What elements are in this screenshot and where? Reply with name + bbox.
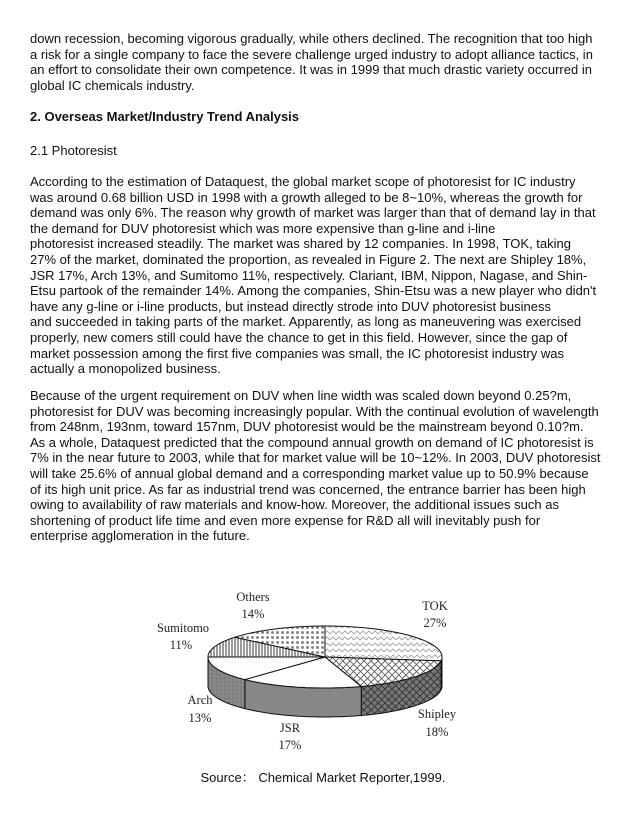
label-sumitomo: Sumitomo (156, 621, 210, 635)
intro-paragraph (30, 31, 593, 93)
text-line: a risk for a single company to face the severe challenge urged industry to adopt alliance tactics, in (30, 46, 593, 62)
text-line: actually a monopolized business. (30, 361, 221, 377)
text-line: JSR 17%, Arch 13%, and Sumitomo 11%, respectively. Clariant, IBM, Nippon, Nagase, and Shin- (30, 267, 588, 283)
label-shipley: Shipley (417, 707, 457, 721)
value-arch: 13% (188, 711, 212, 725)
text-line: of its high unit price. As far as industrial trend was concerned, the entrance barrier has been high (30, 481, 586, 497)
text-line: an effort to consolidate their own competence. It was in 1999 that much drastic variety occurred in (30, 62, 592, 78)
duv-paragraph (30, 388, 601, 544)
value-shipley: 18% (425, 725, 449, 739)
text-line: down recession, becoming vigorous gradually, while others declined. The recognition that too high (30, 31, 593, 46)
subsection-heading: 2.1 Photoresist (30, 143, 117, 158)
text-line: photoresist for DUV was becoming increasingly popular. With the continual evolution of wavelength (30, 403, 599, 419)
section-heading: 2. Overseas Market/Industry Trend Analysis (30, 109, 300, 124)
label-others: Others (236, 590, 270, 604)
value-others: 14% (241, 607, 265, 621)
text-line: from 248nm, 193nm, toward 157nm, DUV photoresist would be the mainstream beyond 0.10?m. (30, 419, 584, 435)
text-line: the demand for DUV photoresist which was more expensive than g-line and i-line (30, 220, 496, 236)
text-line: photoresist increased steadily. The market was shared by 12 companies. In 1998, TOK, taking (30, 236, 571, 252)
pie-slice-tok (325, 626, 442, 661)
text-line: Etsu partook of the remainder 14%. Among the companies, Shin-Etsu was a new player who didn't (30, 283, 597, 299)
text-line: properly, new comers still could have the chance to get in this field. However, since the gap of (30, 329, 568, 345)
text-line: market possession among the first five companies was small, the IC photoresist industry was (30, 345, 564, 361)
text-line: have any g-line or i-line products, but instead directly strode into DUV photoresist business (30, 298, 551, 314)
text-line: will take 25.6% of annual global demand and a corresponding market value up to 50.9% because (30, 465, 589, 481)
label-tok: TOK (422, 599, 448, 613)
text-line: and succeeded in taking parts of the market. Apparently, as long as maneuvering was exercised (30, 314, 582, 330)
label-jsr: JSR (279, 721, 301, 735)
text-line: As a whole, Dataquest predicted that the compound annual growth on demand of IC photoresist is (30, 434, 594, 450)
photoresist-paragraph (30, 174, 596, 377)
text-line: Because of the urgent requirement on DUV when line width was scaled down beyond 0.25?m, (30, 388, 572, 403)
label-arch: Arch (187, 693, 213, 707)
text-line: demand was only 6%. The reason why growth of market was larger than that of demand lay in that (30, 205, 596, 221)
text-line: enterprise agglomeration in the future. (30, 528, 250, 544)
text-line: global IC chemicals industry. (30, 77, 195, 93)
value-sumitomo: 11% (169, 638, 193, 652)
text-line: 27% of the market, dominated the proportion, as revealed in Figure 2. The next are Shipley 18%, (30, 251, 587, 267)
text-line: 7% in the near future to 2003, while that for market value will be 10~12%. In 2003, DUV photoresist (30, 450, 601, 466)
text-line: owing to availability of raw materials and know-how. Moreover, the additional issues such as (30, 497, 559, 513)
chart-source-caption: Source： Chemical Market Reporter,1999. (200, 770, 446, 785)
text-line: According to the estimation of Dataquest, the global market scope of photoresist for IC industry (30, 174, 576, 189)
text-line: shortening of product life time and even more expense for R&D all will inevitably push for (30, 512, 541, 528)
text-line: was around 0.68 billion USD in 1998 with a growth alleged to be 8~10%, whereas the growth for (30, 189, 583, 205)
value-tok: 27% (423, 616, 447, 630)
value-jsr: 17% (278, 738, 302, 752)
market-share-pie-chart (0, 570, 638, 765)
